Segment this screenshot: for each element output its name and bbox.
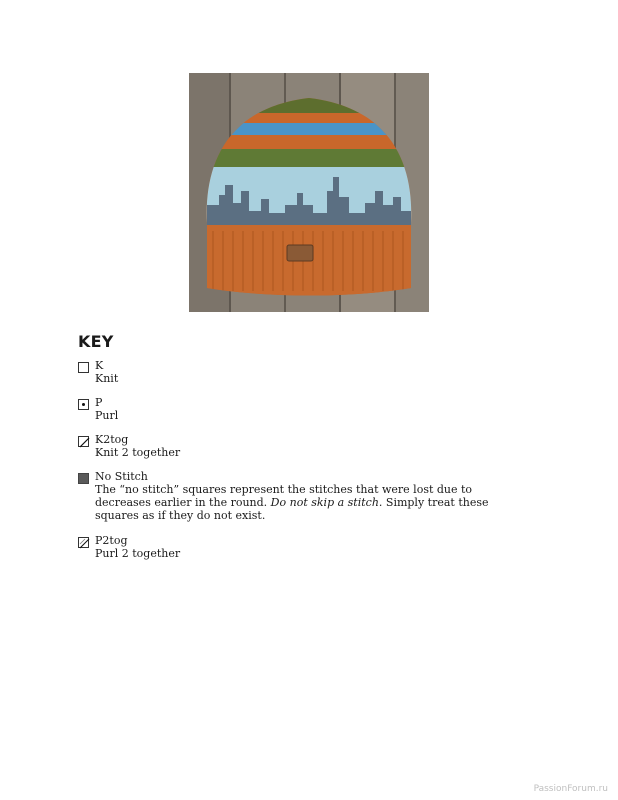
key-desc: Knit 2 together [95,446,181,459]
no-stitch-symbol-icon [78,473,89,484]
key-abbr: No Stitch [95,470,148,483]
key-desc: Purl 2 together [95,547,181,560]
purl-symbol-icon [78,399,89,410]
key-item-k2tog [78,433,518,459]
key-abbr: K [95,359,104,372]
key-desc: Knit [95,372,119,385]
key-item-purl [78,396,518,422]
hat-illustration [189,73,429,312]
key-abbr: P [95,396,103,409]
k2tog-symbol-icon [78,436,89,447]
watermark: PassionForum.ru [533,784,608,794]
hat-photo [189,73,429,312]
knit-symbol-icon [78,362,89,373]
key-abbr: P2tog [95,534,128,547]
key-desc: Purl [95,409,119,422]
key-desc-long: The “no stitch” squares represent the stitches that were lost due to decreases earlier in the round. Do not skip a stitch. Simply treat these squares as if they do not exist. [95,483,489,522]
p2tog-symbol-icon [78,537,89,548]
key-item-no-stitch [78,470,518,522]
key-item-p2tog [78,534,518,560]
key-item-knit [78,359,518,385]
key-heading: KEY [78,332,114,351]
key-abbr: K2tog [95,433,129,446]
